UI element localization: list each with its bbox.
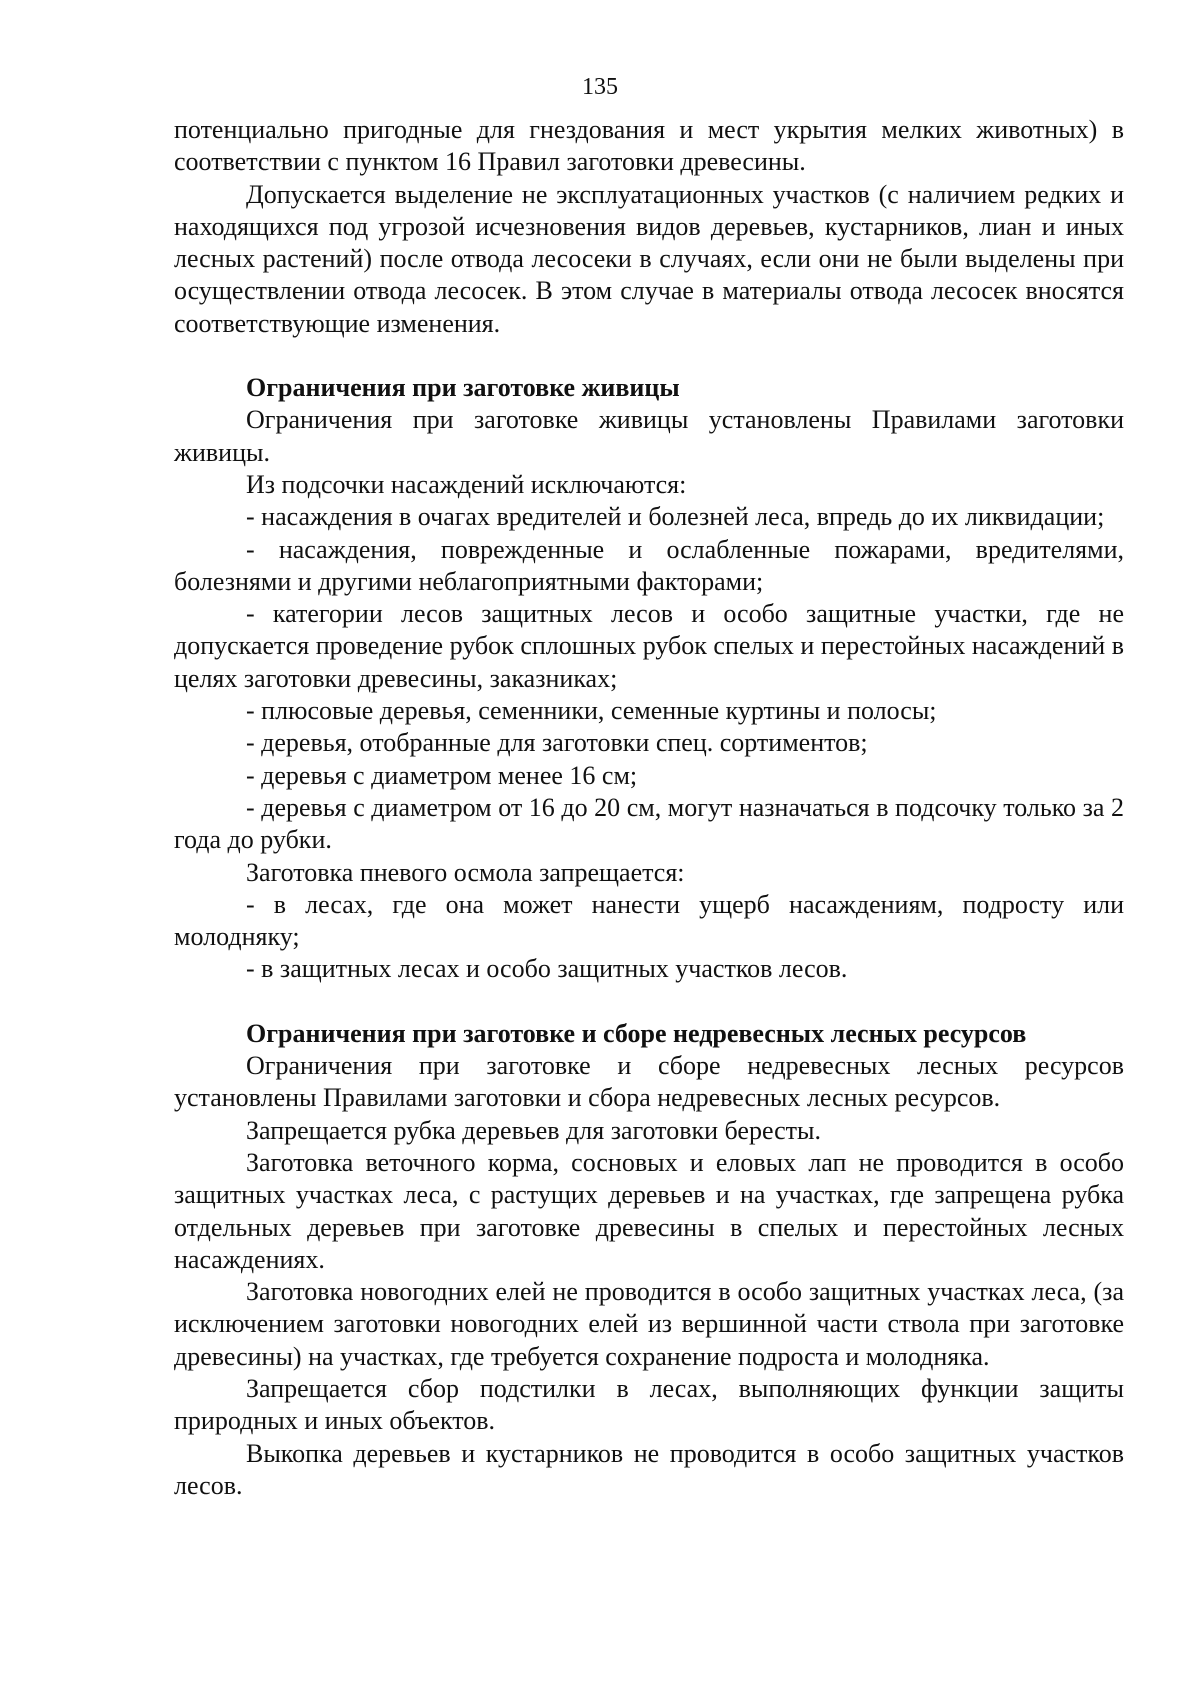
paragraph: Запрещается сбор подстилки в лесах, выполняющих функции защиты природных и иных объектов. xyxy=(174,1373,1124,1436)
list-item: - насаждения в очагах вредителей и болезней леса, впредь до их ликвидации; xyxy=(246,502,1105,532)
paragraph: Ограничения при заготовке и сборе недревесных лесных ресурсов установлены Правилами заготовки и сбора недревесных лесных ресурсов. xyxy=(174,1051,1124,1113)
paragraph: Допускается выделение не эксплуатационных участков (с наличием редких и находящихся под угрозой исчезновения видов деревьев, кустарников, лиан и иных лесных растений) после отвода лесосеки в случаях, если они не были выделены при осуществлении отвода лесосек. В этом случае в материалы отвода лесосек вносятся соответствующие изменения. xyxy=(174,179,1124,338)
page-number: 135 xyxy=(582,74,618,100)
section-heading-resin: Ограничения при заготовке живицы xyxy=(246,373,680,403)
paragraph: Выкопка деревьев и кустарников не проводится в особо защитных участков лесов. xyxy=(174,1438,1124,1500)
list-item: - в лесах, где она может нанести ущерб насаждениям, подросту или молодняку; xyxy=(174,889,1124,952)
list-item: - категории лесов защитных лесов и особо защитные участки, где не допускается проведение рубок сплошных рубок спелых и перестойных насаждений в целях заготовки древесины, заказниках; xyxy=(174,599,1124,693)
list-item: - деревья с диаметром от 16 до 20 см, могут назначаться в подсочку только за 2 года до рубки. xyxy=(174,792,1124,855)
list-item: - в защитных лесах и особо защитных участков лесов. xyxy=(246,954,848,984)
list-item: - деревья, отобранные для заготовки спец. сортиментов; xyxy=(246,728,868,758)
document-body xyxy=(174,114,1124,1502)
paragraph: Запрещается рубка деревьев для заготовки бересты. xyxy=(246,1115,822,1145)
list-item: - плюсовые деревья, семенники, семенные куртины и полосы; xyxy=(246,696,937,726)
paragraph: Заготовка новогодних елей не проводится в особо защитных участках леса, (за исключением заготовки новогодних елей из вершинной части ствола при заготовке древесины) на участках, где требуется сохранение подроста и молодняка. xyxy=(174,1277,1124,1371)
list-intro: Из подсочки насаждений исключаются: xyxy=(246,469,687,499)
paragraph: Заготовка веточного корма, сосновых и еловых лап не проводится в особо защитных участках леса, с растущих деревьев и на участках, где запрещена рубка отдельных деревьев при заготовке древесины в спелых и перестойных лесных насаждениях. xyxy=(174,1147,1124,1274)
paragraph-continuation: потенциально пригодные для гнездования и мест укрытия мелких животных) в соответствии с пунктом 16 Правил заготовки древесины. xyxy=(174,115,1124,177)
list-item: - деревья с диаметром менее 16 см; xyxy=(246,760,638,790)
list-item: - насаждения, поврежденные и ослабленные пожарами, вредителями, болезнями и другими неблагоприятными факторами; xyxy=(174,534,1124,596)
paragraph: Ограничения при заготовке живицы установлены Правилами заготовки живицы. xyxy=(174,405,1124,467)
list-intro: Заготовка пневого осмола запрещается: xyxy=(246,857,685,887)
section-heading-non-timber: Ограничения при заготовке и сборе недревесных лесных ресурсов xyxy=(246,1018,1027,1048)
